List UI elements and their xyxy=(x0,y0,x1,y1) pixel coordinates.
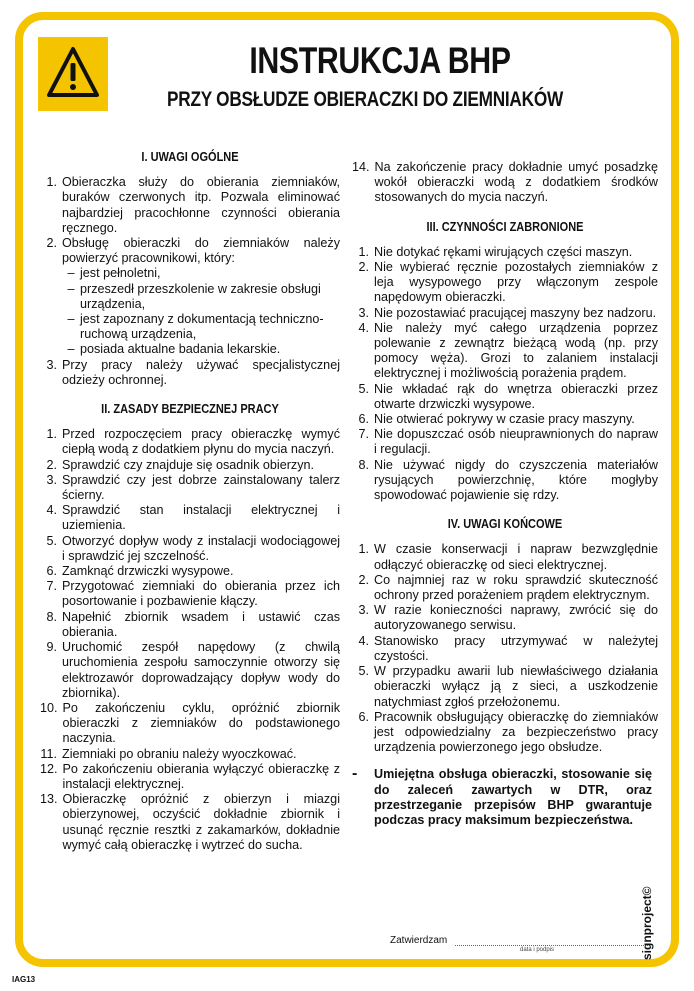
list-item: 3. Przy pracy należy używać specjalistycznej odzieży ochronnej. xyxy=(46,357,340,387)
section-heading-final: IV. UWAGI KOŃCOWE xyxy=(447,517,563,532)
page-subtitle: PRZY OBSŁUDZE OBIERACZKI DO ZIEMNIAKÓW xyxy=(167,88,563,111)
list-item: 11. Ziemniaki po obraniu należy wyoczkować. xyxy=(40,746,297,761)
list-item: 1. Obieraczka służy do obierania ziemniaków, buraków czerwonych itp. Pozwala eliminować najbardziej pracochłonne czynności obierania ręcznego. xyxy=(46,175,340,235)
brand-label: signproject© xyxy=(640,886,654,960)
approved-label: Zatwierdzam xyxy=(390,935,448,946)
list-item: 3. W razie konieczności naprawy, zwrócić się do autoryzowanego serwisu. xyxy=(358,603,658,633)
list-item: 1. Przed rozpoczęciem pracy obieraczkę wymyć ciepłą wodą z dodatkiem płynu do mycia naczyń. xyxy=(46,427,340,457)
list-item: 3. Nie pozostawiać pracującej maszyny bez nadzoru. xyxy=(358,305,657,320)
list-item: 6. Pracownik obsługujący obieraczkę do ziemniaków jest odpowiedzialny za bezpieczeństwo pracy urządzenia powierzonego jego obsłudze. xyxy=(358,709,658,755)
page-title: INSTRUKCJA BHP xyxy=(249,40,511,81)
signature-line xyxy=(455,936,650,946)
list-item: 6. Zamknąć drzwiczki wysypowe. xyxy=(46,564,234,579)
list-item: 5. W przypadku awarii lub niewłaściwego działania obieraczki wyłącz ją z sieci, a uszkodzenie natychmiast zgłoś przełożonemu. xyxy=(358,664,658,709)
list-item: 10. Po zakończeniu cyklu, opróżnić zbiornik obieraczki z ziemniaków do podstawionego naczynia. xyxy=(40,700,340,746)
list-item: 4. Sprawdzić stan instalacji elektrycznej i uziemienia. xyxy=(46,503,340,533)
right-column xyxy=(352,160,658,828)
list-item: 9. Uruchomić zespół napędowy (z chwilą uruchomienia zespołu samoczynnie otworzy się elektrozawór doprowadzający dopływ wody do zbiornika). xyxy=(46,640,340,700)
list-item: 8. Napełnić zbiornik wsadem i ustawić czas obierania. xyxy=(46,609,340,639)
signature-caption: data i podpis xyxy=(520,947,555,953)
section-heading-general: I. UWAGI OGÓLNE xyxy=(141,150,239,164)
list-item: 3. Sprawdzić czy jest dobrze zainstalowany talerz ścierny. xyxy=(46,472,340,503)
list-item: 4. Nie należy myć całego urządzenia poprzez polewanie z zewnątrz bieżącą wodą (np. przy pomocy węża). Grozi to zalaniem instalacji elektrycznej i możliwością porażenia prądem. xyxy=(358,320,658,381)
list-item: 1. Nie dotykać rękami wirujących części maszyn. xyxy=(358,244,633,259)
list-item: 12. Po zakończeniu obierania wyłączyć obieraczkę z instalacji elektrycznej. xyxy=(40,761,340,791)
sub-list-item: – jest pełnoletni, xyxy=(67,266,161,281)
list-item: 7. Nie dopuszczać osób nieuprawnionych do napraw i regulacji. xyxy=(358,427,658,457)
list-item: 2. Nie wybierać ręcznie pozostałych ziemniaków z leja wysypowego przy włączonym zespole napędowym obieraczki. xyxy=(358,260,658,305)
list-item: 8. Nie używać nigdy do czyszczenia materiałów rysujących powierzchnię, które mogłyby spowodować pojawienie się rdzy. xyxy=(358,457,658,503)
list-item: 2. Sprawdzić czy znajduje się osadnik obierzyn. xyxy=(46,457,314,472)
list-item: 5. Otworzyć dopływ wody z instalacji wodociągowej i sprawdzić jej szczelność. xyxy=(46,533,340,563)
warning-box xyxy=(38,37,108,111)
warning-triangle-icon xyxy=(46,45,100,101)
sub-list-item: – przeszedł przeszkolenie w zakresie obsługi urządzenia, xyxy=(67,281,321,311)
section-heading-forbidden: III. CZYNNOŚCI ZABRONIONE xyxy=(426,219,584,234)
left-column xyxy=(40,150,340,853)
section-heading-safe-work: II. ZASADY BEZPIECZNEJ PRACY xyxy=(101,402,279,417)
list-item: 4. Stanowisko pracy utrzymywać w należytej czystości. xyxy=(358,633,658,663)
list-item: 14. Na zakończenie pracy dokładnie umyć posadzkę wokół obieraczki wodą z dodatkiem środków stosowanych do mycia naczyń. xyxy=(352,160,658,205)
list-item: 5. Nie wkładać rąk do wnętrza obieraczki przez otwarte drzwiczki wysypowe. xyxy=(358,381,658,411)
sub-list-item: – posiada aktualne badania lekarskie. xyxy=(67,342,281,357)
list-item: 2. Obsługę obieraczki do ziemniaków należy powierzyć pracownikowi, który: xyxy=(46,236,340,266)
signature-row xyxy=(390,935,650,946)
list-item: 7. Przygotować ziemniaki do obierania przez ich posortowanie i pozbawienie kłączy. xyxy=(46,579,340,609)
list-item: 13. Obieraczkę opróżnić z obierzyn i miazgi obierzynowej, oczyścić dokładnie zbiornik i usunąć ręcznie resztki z zakamarków, dokładnie wymyć całą obieraczkę i wytrzeć do sucha. xyxy=(40,792,340,852)
sub-list-item: – jest zapoznany z dokumentacją techniczno-ruchową urządzenia, xyxy=(67,312,324,342)
sign-code: IAG13 xyxy=(12,975,36,984)
final-note: - Umiejętna obsługa obieraczki, stosowanie się do zaleceń zawartych w DTR, oraz przestrzeganie przepisów BHP gwarantuje podczas pracy maksimum bezpieczeństwa. xyxy=(352,765,652,827)
list-item: 2. Co najmniej raz w roku sprawdzić skuteczność ochrony przed porażeniem prądem elektrycznym. xyxy=(358,572,658,603)
list-item: 1. W czasie konserwacji i napraw bezwzględnie odłączyć obieraczkę od sieci elektrycznej. xyxy=(358,542,658,572)
list-item: 6. Nie otwierać pokrywy w czasie pracy maszyny. xyxy=(358,412,635,427)
